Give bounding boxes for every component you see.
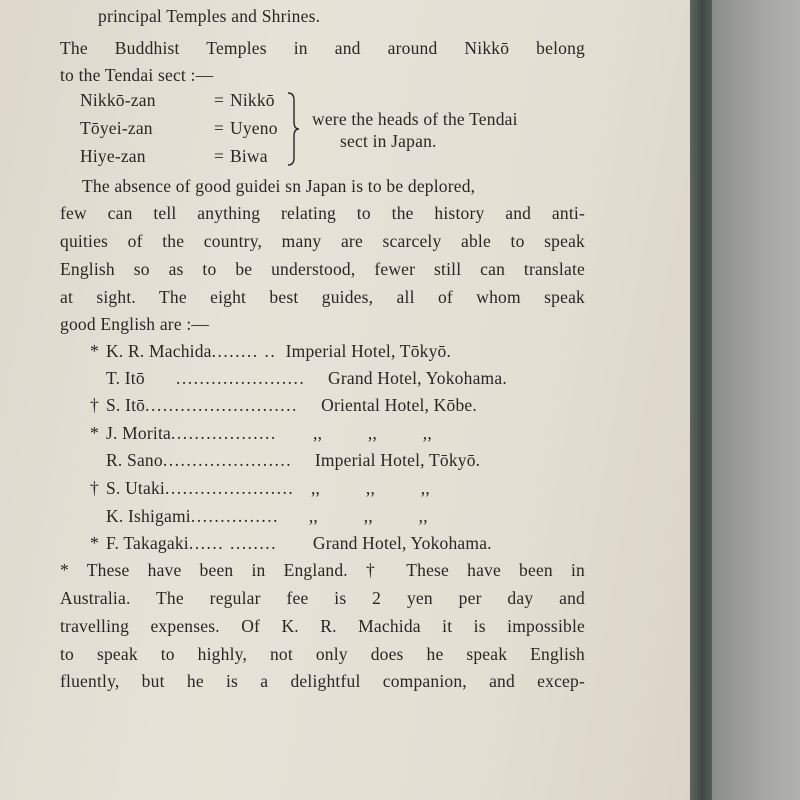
guide-hotel: ,, ,, ,, [310,478,430,498]
guide-name: S. Utaki [106,478,165,498]
guide-mark: † [90,478,99,498]
guide-row [90,533,492,554]
curly-brace-icon [286,92,300,166]
text-line: travelling expenses. Of K. R. Machida it is impossible [60,616,585,636]
book-cover-edge [690,0,712,800]
guide-hotel: ,, ,, ,, [313,423,432,443]
text-line: The Buddhist Temples in and around Nikkō belong [60,38,585,58]
text-line: The absence of good guidei sn Japan is to be deplored, [82,176,476,196]
guide-name: K. R. Machida [106,341,212,361]
sect-name: Tōyei-zan [80,118,153,138]
guide-row [90,368,507,389]
text-line: few can tell anything relating to the history and anti- [60,203,585,223]
sect-equals: = [213,146,225,166]
sect-equals: = [213,90,225,110]
guide-leader: .......................... [145,395,298,415]
sect-row [80,118,278,139]
guide-leader: ...................... [164,478,295,498]
guide-mark: * [90,341,99,361]
guide-row [90,506,428,527]
tendai-sect-table [80,90,600,170]
background-surface [712,0,800,800]
text-line: principal Temples and Shrines. [98,6,321,26]
text-line: * These have been in England. † These have been in [60,560,585,580]
guide-name: T. Itō [106,368,145,388]
guide-leader: ........ .. [211,341,277,361]
text-line: to the Tendai sect :— [60,65,214,85]
guide-name: R. Sano [106,450,163,470]
guide-row [90,395,477,416]
text-line: to speak to highly, not only does he speak English [60,644,585,664]
text-line: at sight. The eight best guides, all of whom speak [60,287,585,307]
guide-leader: ...... ........ [188,533,277,553]
sect-place: Biwa [230,146,268,166]
sect-name: Hiye-zan [80,146,146,166]
guide-row [90,341,451,362]
sect-name: Nikkō-zan [80,90,156,110]
guide-row [90,450,480,471]
guide-name: J. Morita [106,423,171,443]
sect-row [80,146,268,167]
sect-place: Uyeno [230,118,278,138]
sect-note-line: were the heads of the Tendai [312,109,518,129]
guide-hotel: Grand Hotel, Yokohama. [328,368,507,388]
text-line: fluently, but he is a delightful companion, and excep- [60,671,585,691]
guide-row [90,478,430,499]
guide-name: K. Ishigami [106,506,191,526]
text-line: English so as to be understood, fewer still can translate [60,259,585,279]
guide-hotel: ,, ,, ,, [308,506,428,526]
guide-name: F. Takagaki [106,533,189,553]
sect-note [312,108,612,152]
guide-mark: * [90,423,99,443]
guide-hotel: Oriental Hotel, Kōbe. [321,395,477,415]
sect-row [80,90,275,111]
guide-hotel: Imperial Hotel, Tōkyō. [285,341,452,361]
guide-hotel: Imperial Hotel, Tōkyō. [314,450,481,470]
guide-leader: ............... [190,506,279,526]
guide-mark: † [90,395,99,415]
sect-equals: = [213,118,225,138]
guide-leader: .................. [171,423,277,443]
guide-row [90,423,432,444]
guide-leader: ...................... [162,450,293,470]
text-line: Australia. The regular fee is 2 yen per day and [60,588,585,608]
text-line: quities of the country, many are scarcely able to speak [60,231,585,251]
guide-name: S. Itō [106,395,146,415]
guide-hotel: Grand Hotel, Yokohama. [312,533,492,553]
guide-leader: ...................... [176,368,306,388]
sect-note-line: sect in Japan. [340,131,437,151]
guide-mark: * [90,533,99,553]
text-line: good English are :— [60,314,210,334]
sect-place: Nikkō [230,90,275,110]
